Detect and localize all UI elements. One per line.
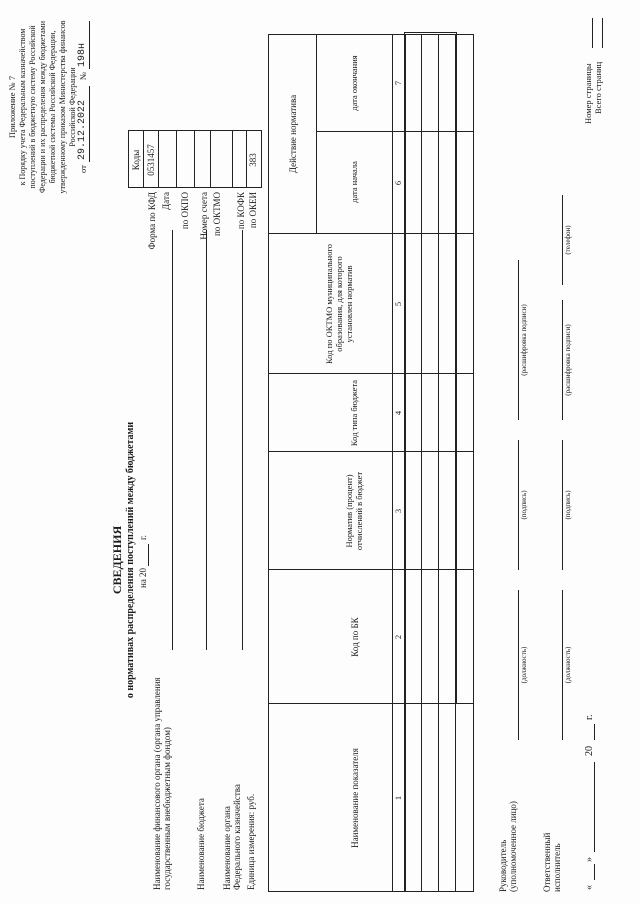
appendix-line: утвержденному приказом Министерства финансов bbox=[58, 20, 67, 194]
code-label: по ОКТМО bbox=[212, 192, 222, 236]
header-norm: Норматив (процент) отчислений в бюджет bbox=[344, 471, 364, 551]
appendix-line: бюджетной системы Российской Федерации, bbox=[48, 30, 57, 184]
codes-divider bbox=[158, 131, 159, 188]
exec-decoding-line bbox=[562, 300, 563, 420]
form-title: СВЕДЕНИЯ bbox=[110, 525, 124, 595]
head-signature-caption: (подпись) bbox=[520, 490, 528, 520]
header-end: дата окончания bbox=[349, 55, 360, 111]
code-label: Номер счета bbox=[199, 192, 209, 240]
appendix-line: поступлений в бюджетную систему Российской bbox=[28, 25, 37, 189]
total-pages-label: Всего страниц bbox=[593, 61, 603, 114]
unit-label: Единица измерения: руб. bbox=[246, 793, 256, 890]
underline bbox=[89, 86, 90, 162]
col-number: 7 bbox=[392, 80, 403, 86]
date-quote-close: » bbox=[584, 857, 595, 862]
code-value-kfd: 0531457 bbox=[146, 144, 156, 176]
appendix-date-prefix: от bbox=[78, 165, 88, 173]
underline bbox=[89, 21, 90, 69]
codes-divider bbox=[176, 131, 177, 188]
codes-divider bbox=[143, 131, 144, 188]
page-number-line bbox=[592, 18, 593, 48]
col-number: 6 bbox=[392, 180, 403, 186]
col-number: 5 bbox=[392, 301, 403, 307]
code-label: по ОКЕИ bbox=[248, 192, 258, 229]
code-label: по КОФК bbox=[236, 192, 246, 230]
appendix-date: 29.12.2022 bbox=[77, 99, 88, 160]
appendix-number-prefix: № bbox=[78, 71, 88, 80]
fin-org-line bbox=[172, 230, 173, 650]
codes-divider bbox=[246, 131, 247, 188]
header-indicator: Наименование показателя bbox=[349, 748, 360, 848]
code-label: Форма по КФД bbox=[147, 192, 157, 250]
treasury-label-cont: Федерального казначейства bbox=[232, 784, 242, 890]
date-year: 20 bbox=[584, 746, 595, 756]
header-start: дата начала bbox=[349, 161, 360, 203]
code-label: Дата bbox=[161, 192, 171, 210]
head-label-cont: (уполномоченное лицо) bbox=[508, 801, 518, 892]
exec-label: Ответственный bbox=[542, 832, 552, 892]
date-year-line bbox=[594, 724, 595, 740]
codes-divider bbox=[232, 131, 233, 188]
fin-org-label: Наименование финансового органа (органа управления bbox=[152, 677, 162, 890]
col-number: 2 bbox=[392, 634, 403, 640]
header-action: Действие норматива bbox=[287, 94, 298, 174]
date-month-line bbox=[594, 762, 595, 852]
head-signature-line bbox=[518, 440, 519, 570]
header-bk: Код по БК bbox=[349, 617, 360, 657]
year-underline bbox=[148, 544, 149, 566]
head-decoding-line bbox=[518, 260, 519, 420]
row-border bbox=[316, 34, 317, 234]
total-pages-line bbox=[602, 18, 603, 48]
year-suffix: г. bbox=[138, 535, 148, 540]
data-entry-area[interactable] bbox=[404, 32, 457, 704]
form-subtitle: о нормативах распределения поступлений между бюджетами bbox=[125, 421, 136, 699]
page-number-label: Номер страницы bbox=[583, 63, 593, 124]
appendix-number: Приложение № 7 bbox=[7, 75, 17, 139]
head-label: Руководитель bbox=[498, 839, 508, 892]
code-value-okei: 383 bbox=[248, 153, 258, 167]
exec-position-line bbox=[562, 590, 563, 740]
codes-divider bbox=[194, 131, 195, 188]
date-day-line bbox=[594, 864, 595, 880]
header-budget-type: Код типа бюджета bbox=[349, 379, 360, 447]
code-label: по ОКПО bbox=[180, 192, 190, 230]
exec-decoding-caption: (расшифровка подписи) bbox=[564, 324, 572, 396]
head-position-caption: (должность) bbox=[520, 646, 528, 684]
col-number: 1 bbox=[392, 795, 403, 801]
exec-label-cont: исполнитель bbox=[552, 843, 562, 892]
header-oktmo: Код по ОКТМО муниципального образования, для которого установлен норматив bbox=[324, 244, 354, 364]
col-number: 3 bbox=[392, 508, 403, 514]
head-position-line bbox=[518, 590, 519, 740]
head-decoding-caption: (расшифровка подписи) bbox=[520, 304, 528, 376]
date-suffix: г. bbox=[584, 714, 595, 720]
treasury-label: Наименование органа bbox=[222, 806, 232, 890]
codes-divider bbox=[210, 131, 211, 188]
exec-signature-caption: (подпись) bbox=[564, 490, 572, 520]
codes-header: Коды bbox=[131, 149, 141, 171]
col-number: 4 bbox=[392, 410, 403, 416]
appendix-line: Федерации и их распределения между бюджетами bbox=[38, 21, 47, 193]
budget-name-label: Наименование бюджета bbox=[196, 798, 206, 890]
exec-position-caption: (должность) bbox=[564, 646, 572, 684]
date-quote-open: « bbox=[584, 885, 595, 890]
year-prefix: на 20 bbox=[138, 567, 148, 588]
fin-org-label-cont: государственным внебюджетным фондом) bbox=[162, 727, 172, 890]
exec-signature-line bbox=[562, 440, 563, 570]
appendix-line: Российской Федерации bbox=[68, 67, 77, 147]
exec-phone-caption: (телефон) bbox=[564, 225, 572, 255]
appendix-order-number: 198н bbox=[77, 42, 88, 67]
appendix-line: к Порядку учета Федеральным казначейством bbox=[18, 28, 27, 186]
exec-phone-line bbox=[562, 195, 563, 285]
